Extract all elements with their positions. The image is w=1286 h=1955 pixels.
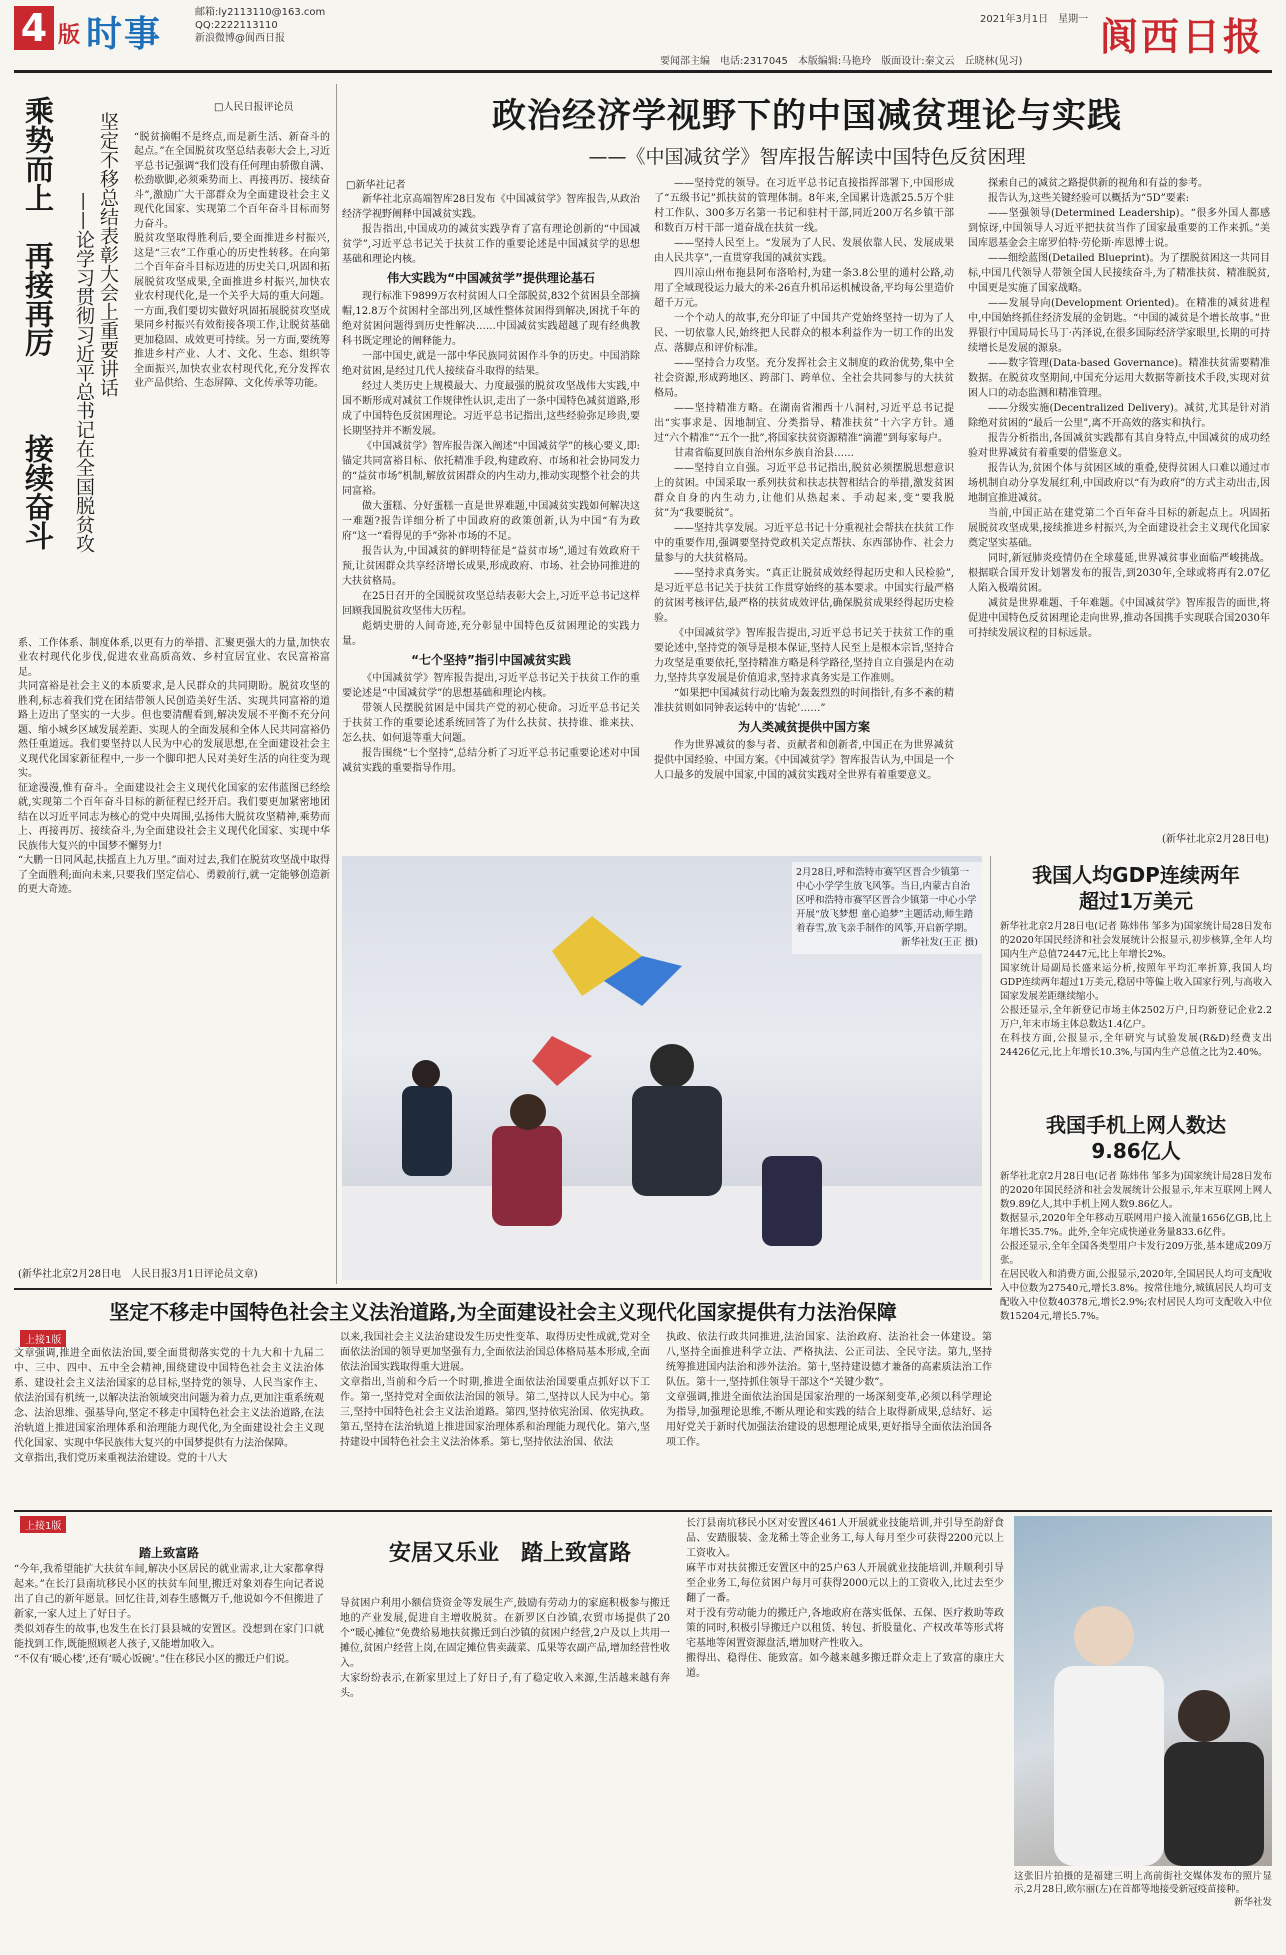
- paragraph: 《中国减贫学》智库报告提出,习近平总书记关于扶贫工作的重要论述中,坚持党的领导是根本保证,坚持人民至上是根本宗旨,坚持合力攻坚是重要依托,坚持精准方略是科学路径,坚持自立自强是内在动力,坚持共享发展是价值追求,坚持求真务实是工作准则。: [654, 628, 954, 684]
- paragraph: ——数字管理(Data-based Governance)。精准扶贫需要精准数据。在脱贫攻坚期间,中国充分运用大数据等新技术手段,实现对贫困人口的动态监测和精准管理。: [968, 358, 1270, 399]
- main-col-1: [342, 192, 640, 842]
- paragraph: 现行标准下9899万农村贫困人口全部脱贫,832个贫困县全部摘帽,12.8万个贫困村全部出列,区域性整体贫困得到解决,困扰千年的绝对贫困问题得到历史性解决……中国减贫实践超越了现有经典教科书既定理论的阐释能力。: [342, 291, 640, 347]
- page-number: 4: [20, 6, 48, 50]
- commentary-subtitle-1: 坚定不移总结表彰大会上重要讲话: [97, 112, 119, 397]
- paragraph: 作为世界减贫的参与者、贡献者和创新者,中国正在为世界减贫提供中国经验、中国方案。《中国减贫学》智库报告认为,中国是一个人口最多的发展中国家,中国的减贫实践对全世界有着重要意义。: [654, 740, 954, 781]
- side-news-2-title: 我国手机上网人数达9.86亿人: [1046, 1113, 1226, 1163]
- rule-law-body: [14, 1330, 992, 1505]
- masthead: [0, 0, 1286, 78]
- left-divider: [336, 84, 337, 1284]
- title-line-1: 乘势而上 再接再厉: [21, 96, 55, 357]
- section-subhead: “七个坚持”指引中国减贫实践: [411, 653, 571, 667]
- main-byline: □新华社记者: [346, 180, 406, 191]
- bottom-top-rule: [14, 1510, 1272, 1512]
- bottom-title: 安居又乐业 踏上致富路: [388, 1541, 631, 1566]
- paragraph: ——坚持自立自强。习近平总书记指出,脱贫必须摆脱思想意识上的贫困。中国采取一系列扶贫和扶志扶智相结合的举措,激发贫困群众自身的内生动力,让他们从热起来、手动起来,变“要我脱贫”为“我要脱贫”。: [654, 463, 954, 519]
- main-article: [342, 80, 1272, 980]
- paragraph: 《中国减贫学》智库报告深入阐述“中国减贫学”的核心要义,即:锚定共同富裕目标、依托精准手段,构建政府、市场和社会协同发力的“益贫市场”机制,解放贫困群众的内生动力,推动实现整个社会的共同富裕。: [342, 441, 640, 497]
- paragraph: ——发展导向(Development Oriented)。在精准的减贫进程中,中国始终抓住经济发展的金钥匙。“中国的减贫是个增长故事。”世界银行中国局局长马丁·芮泽说,在很多国际经济学家眼里,长期的可持续增长是发展的源泉。: [968, 298, 1270, 354]
- side-news-2: [1000, 1108, 1272, 1508]
- paragraph: 报告认为,这些关键经验可以概括为“5D”要素:: [988, 193, 1190, 204]
- paragraph: 四川凉山州布拖县阿布洛哈村,为建一条3.8公里的通村公路,动用了全域现役运力最大的米-26直升机吊运机械设备,平均每公里造价超千万元。: [654, 268, 954, 309]
- paragraph: 报告围绕“七个坚持”,总结分析了习近平总书记重要论述对中国减贫实践的重要指导作用。: [342, 748, 640, 774]
- paragraph: 报告指出,中国成功的减贫实践孕育了富有理论创新的“中国减贫学”,习近平总书记关于扶贫工作的重要论述是中国减贫学的思想基础和理论内核。: [342, 224, 640, 265]
- commentary-col-full: [18, 622, 330, 1262]
- paragraph: 《中国减贫学》智库报告提出,习近平总书记关于扶贫工作的重要论述是“中国减贫学”的思想基础和理论内核。: [342, 673, 640, 699]
- main-col-3: [968, 176, 1270, 826]
- paper-name-logo: 阆西日报: [1100, 14, 1265, 59]
- side-news-1-body: 新华社北京2月28日电(记者 陈炜伟 邹多为)国家统计局28日发布的2020年国民经济和社会发展统计公报显示,初步核算,全年人均国内生产总值72447元,比上年增长2%。 国家统计局副局长盛来运分析,按照年平均汇率折算,我国人均GDP连续两年超过1万美元,稳居中等偏上收入国家行列,与高收入国家发展差距继续缩小。 公报还显示,全年新登记市场主体2502万户,日均新登记企业2.2万户,年末市场主体总数达1.4亿户。 在科技方面,公报显示,全年研究与试验发展(R&D)经费支出24426亿元,比上年增长10.3%,与国内生产总值之比为2.40%。: [1000, 921, 1272, 1058]
- vaccine-photo-credit: 新华社发: [1233, 1897, 1272, 1908]
- rule-law-badge: 上接1版: [20, 1330, 66, 1347]
- rule-law-col-1: 文章强调,推进全面依法治国,要全面贯彻落实党的十九大和十九届二中、三中、四中、五中全会精神,围绕建设中国特色社会主义法治体系、建设社会主义法治国家的总目标,坚持党的领导、人民当家作主、依法治国有机统一,以解决法治领域突出问题为着力点,更加注重系统观念、法治思维、强基导向,坚定不移走中国特色社会主义法治道路,在法治轨道上推进国家治理体系和治理能力现代化,为全面建设社会主义现代化国家、实现中华民族伟大复兴的中国梦提供有力法治保障。 文章指出,我们党历来重视法治建设。党的十八大: [14, 1348, 324, 1464]
- rule-law-top-rule: [14, 1288, 992, 1290]
- paragraph: 探索自己的减贫之路提供新的视角和有益的参考。: [988, 178, 1208, 189]
- main-title: 政治经济学视野下的中国减贫理论与实践: [492, 96, 1122, 136]
- paragraph: 报告认为,贫困个体与贫困区域的重叠,使得贫困人口难以通过市场机制自动分享发展红利,中国政府以“有为政府”的方式主动出击,因地制宜推进减贫。: [968, 463, 1270, 504]
- page-number-box: [14, 6, 54, 50]
- side-divider: [990, 856, 991, 1286]
- section-subhead: 伟大实践为“中国减贫学”提供理论基石: [387, 271, 595, 285]
- photo-credit: 新华社发(王正 摄): [901, 937, 978, 948]
- rule-law-col-3: 执政、依法行政共同推进,法治国家、法治政府、法治社会一体建设。第八,坚持全面推进科学立法、严格执法、公正司法、全民守法。第九,坚持统筹推进国内法治和涉外法治。第十,坚持建设德才兼备的高素质法治工作队伍。第十一,坚持抓住领导干部这个“关键少数”。 文章强调,推进全面依法治国是国家治理的一场深刻变革,必须以科学理论为指导,加强理论思维,不断从理论和实践的结合上取得新成果,总结好、运用好党关于新时代加强法治建设的思想理论成果,更好指导全面依法治国各项工作。: [666, 1332, 992, 1448]
- commentary-col-full-text: 系、工作体系、制度体系,以更有力的举措、汇聚更强大的力量,加快农业农村现代化步伐,促进农业高质高效、乡村宜居宜业、农民富裕富足。 共同富裕是社会主义的本质要求,是人民群众的共同期盼。脱贫攻坚的胜利,标志着我们党在团结带领人民创造美好生活、实现共同富裕的道路上迈出了坚实的一大步。但也要清醒看到,解决发展不平衡不充分问题、缩小城乡区域发展差距、实现人的全面发展和全体人民共同富裕仍然任重道远。我们要坚持以人民为中心的发展思想,在全面建设社会主义现代化国家新征程中,一步一个脚印把人民对美好生活的向往变为现实。 征途漫漫,惟有奋斗。全面建设社会主义现代化国家的宏伟蓝图已经绘就,实现第二个百年奋斗目标的新征程已经开启。我们要更加紧密地团结在以习近平同志为核心的党中央周围,弘扬伟大脱贫攻坚精神,乘势而上、再接再厉、接续奋斗,为全面建设社会主义现代化国家、实现中华民族伟大复兴的中国梦不懈努力! “大鹏一日同风起,扶摇直上九万里。”面对过去,我们在脱贫攻坚战中取得了全面胜利;面向未来,只要我们坚定信心、勇毅前行,就一定能够创造新的更大奇迹。: [18, 637, 330, 895]
- bottom-col-title: 踏上致富路: [138, 1546, 199, 1560]
- paragraph: ——坚持人民至上。“发展为了人民、发展依靠人民、发展成果由人民共享”,一直贯穿我国的减贫实践。: [654, 238, 954, 264]
- paragraph: 减贫是世界难题、千年难题。《中国减贫学》智库报告的面世,将促进中国特色反贫困理论走向世界,推动各国携手实现联合国2030年可持续发展议程的目标远景。: [968, 598, 1270, 639]
- kite-photo: [342, 856, 982, 1280]
- kite-shape-3: [532, 1036, 592, 1086]
- paragraph: ——坚持共享发展。习近平总书记十分重视社会帮扶在扶贫工作中的重要作用,强调要坚持党政机关定点帮扶、东西部协作、社会力量参与的大扶贫格局。: [654, 523, 954, 564]
- bottom-col-1: “今年,我希望能扩大扶贫车间,解决小区居民的就业需求,让大家都拿得起来。”在长汀县南坑移民小区的扶贫车间里,搬迁对象刘春生向记者说出了自己的新年愿景。回忆往昔,刘春生感慨万千,他说如今不但搬进了新家,一家人过上了好日子。 类似刘春生的故事,也发生在长汀县县城的安置区。没想到在家门口就能找到工作,既能照顾老人孩子,又能增加收入。 “不仅有‘暖心楼’,还有‘暖心饭碗’。”住在移民小区的搬迁户们说。: [14, 1564, 324, 1665]
- paragraph: 彪炳史册的人间奇迹,充分彰显中国特色反贫困理论的实践力量。: [342, 621, 640, 647]
- section-title: 时事: [86, 14, 163, 55]
- photo-caption: [792, 862, 982, 954]
- masthead-rule: [14, 70, 1272, 73]
- vaccine-photo-illustration: [1014, 1516, 1272, 1866]
- paragraph: ——坚持党的领导。在习近平总书记直接指挥部署下,中国形成了“五级书记”抓扶贫的管理体制。8年来,全国累计选派25.5万个驻村工作队、300多万名第一书记和驻村干部,同近200万名乡镇干部和数百万村干部一道奋战在扶贫一线。: [654, 178, 954, 234]
- commentary-col-a-text: “脱贫摘帽不是终点,而是新生活、新奋斗的起点。”在全国脱贫攻坚总结表彰大会上,习近平总书记强调“我们没有任何理由骄傲自满、松劲歇脚,必须乘势而上、再接再厉、接续奋斗”,激励广大干部群众为全面建设社会主义现代化国家、实现第二个百年奋斗目标而努力奋斗。 脱贫攻坚取得胜利后,要全面推进乡村振兴,这是“三农”工作重心的历史性转移。在向第二个百年奋斗目标迈进的历史关口,巩固和拓展脱贫攻坚成果,全面推进乡村振兴,加快农业农村现代化,是一个关乎大局的重大问题。一方面,我们要切实做好巩固拓展脱贫攻坚成果同乡村振兴有效衔接各项工作,让脱贫基础更加稳固、成效更可持续。另一方面,要统筹推进乡村产业、人才、文化、生态、组织等全面振兴,加快农业农村现代化,充分发挥农业产品供给、生态屏障、文化传承等功能。: [134, 131, 330, 389]
- commentary-subtitle-2: ——论学习贯彻习近平总书记在全国脱贫攻: [73, 192, 95, 553]
- rule-law-title: 坚定不移走中国特色社会主义法治道路,为全面建设社会主义现代化国家提供有力法治保障: [109, 1300, 897, 1324]
- side-news-2-body: 新华社北京2月28日电(记者 陈炜伟 邹多为)国家统计局28日发布的2020年国民经济和社会发展统计公报显示,年末互联网上网人数9.89亿人,其中手机上网人数9.86亿人。 数据显示,2020年全年移动互联网用户接入流量1656亿GB,比上年增长35.7%。此外,全年完成快递业务量833.6亿件。 公报还显示,全年全国各类型用户卡发行209万张,基本建成209万张。 在居民收入和消费方面,公报显示,2020年,全国居民人均可支配收入中位数为27540元,增长3.8%。按常住地分,城镇居民人均可支配收入中位数40378元,增长2.9%;农村居民人均可支配收入中位数15204元,增长5.7%。: [1000, 1171, 1272, 1322]
- paragraph: 甘肃省临夏回族自治州东乡族自治县……: [674, 448, 854, 459]
- paragraph: 带领人民摆脱贫困是中国共产党的初心使命。习近平总书记关于扶贫工作的重要论述系统回答了为什么扶贫、扶持谁、谁来扶、怎么扶、如何退等重大问题。: [342, 703, 640, 744]
- paragraph: ——坚持合力攻坚。充分发挥社会主义制度的政治优势,集中全社会资源,形成跨地区、跨部门、跨单位、全社会共同参与的大扶贫格局。: [654, 358, 954, 399]
- side-news-1: [1000, 856, 1272, 1106]
- left-commentary: [14, 82, 332, 1292]
- paragraph: 报告分析指出,各国减贫实践都有其自身特点,中国减贫的成功经验对世界减贫有着重要的借鉴意义。: [968, 433, 1270, 459]
- photo-caption-text: 2月28日,呼和浩特市赛罕区晋合少镇第一中心小学学生放飞风筝。当日,内蒙古自治区呼和浩特市赛罕区晋合少镇第一中心小学开展“放飞梦想 童心追梦”主题活动,师生踏着春雪,放飞亲手制作的风筝,开启新学期。: [796, 867, 977, 934]
- paragraph: ——细绘蓝图(Detailed Blueprint)。为了摆脱贫困这一共同目标,中国几代领导人带领全国人民接续奋斗,为了精准扶贫、精准脱贫,中国更是实施了国家战略。: [968, 253, 1270, 294]
- contact-weibo: 新浪微博@阆西日报: [195, 33, 285, 44]
- rule-law-col-2: 以来,我国社会主义法治建设发生历史性变革、取得历史性成就,党对全面依法治国的领导更加坚强有力,全面依法治国总体格局基本形成,全面依法治国实践取得重大进展。 文章指出,当前和今后一个时期,推进全面依法治国要重点抓好以下工作。第一,坚持党对全面依法治国的领导。第二,坚持以人民为中心。第三,坚持中国特色社会主义法治道路。第四,坚持依宪治国、依宪执政。第五,坚持在法治轨道上推进国家治理体系和治理能力现代化。第六,坚持建设中国特色社会主义法治体系。第七,坚持依法治国、依法: [340, 1332, 650, 1448]
- bottom-col-2: 导贫困户利用小额信贷资金等发展生产,鼓励有劳动力的家庭积极参与搬迁地的产业发展,促进自主增收脱贫。在新罗区白沙镇,农贸市场提供了20个“暖心摊位”免费给易地扶贫搬迁到白沙镇的贫困户经营,2户及以上共用一摊位,贫困户经营上岗,在固定摊位售卖蔬菜、瓜果等农副产品,增加经营性收入。 大家纷纷表示,在新家里过上了好日子,有了稳定收入来源,生活越来越有奔头。: [340, 1598, 670, 1699]
- vaccine-photo-caption: [1014, 1870, 1272, 1940]
- section-subhead: 为人类减贫提供中国方案: [737, 720, 870, 734]
- commentary-footer: (新华社北京2月28日电 人民日报3月1日评论员文章): [18, 1269, 258, 1280]
- main-subtitle: ——《中国减贫学》智库报告解读中国特色反贫困理: [588, 146, 1026, 168]
- editor-line: 要闻部主编 电话:2317045 本版编辑:马艳玲 版面设计:秦文云 丘晓林(见习): [660, 56, 1023, 67]
- paragraph: 做大蛋糕、分好蛋糕一直是世界难题,中国减贫实践如何解决这一难题?报告详细分析了中国政府的政策创新,认为中国“有为政府”这一“看得见的手”弥补市场的不足。: [342, 501, 640, 542]
- paragraph: ——坚持精准方略。在湖南省湘西十八洞村,习近平总书记提出“实事求是、因地制宜、分类指导、精准扶贫”十六字方针。通过“六个精准”“五个一批”,将国家扶贫资源精准“滴灌”到每家每户。: [654, 403, 954, 444]
- paragraph: ——分级实施(Decentralized Delivery)。减贫,尤其是针对消除绝对贫困的“最后一公里”,离不开高效的落实和执行。: [968, 403, 1270, 429]
- paragraph: 一部中国史,就是一部中华民族同贫困作斗争的历史。中国消除绝对贫困,是经过几代人接续奋斗取得的结果。: [342, 351, 640, 377]
- commentary-source: □人民日报评论员: [214, 102, 294, 113]
- bottom-col-3: 长汀县南坑移民小区对安置区461人开展就业技能培训,并引导至韵舒食品、安踏服装、金龙稀土等企业务工,每人每月至少可获得2200元以上工资收入。 麻芊市对扶贫搬迁安置区中的25户63人开展就业技能培训,并顺利引导至企业务工,每位贫困户每月可获得2000元以上的工资收入,比过去至少翻了一番。 对于没有劳动能力的搬迁户,各地政府在落实低保、五保、医疗救助等政策的同时,积极引导搬迁户以租赁、转包、折股量化、产权改革等形式将宅基地等闲置资源盘活,增加财产性收入。 搬得出、稳得住、能致富。如今越来越多搬迁群众走上了致富的康庄大道。: [686, 1518, 1004, 1679]
- paragraph: 在25日召开的全国脱贫攻坚总结表彰大会上,习近平总书记这样回顾我国脱贫攻坚伟大历程。: [342, 591, 640, 617]
- issue-date: 2021年3月1日 星期一: [980, 14, 1089, 25]
- paragraph: 新华社北京高端智库28日发布《中国减贫学》智库报告,从政治经济学视野阐释中国减贫实践。: [342, 194, 640, 220]
- main-footer: (新华社北京2月28日电): [1162, 834, 1269, 845]
- paragraph: 经过人类历史上规模最大、力度最强的脱贫攻坚战伟大实践,中国不断形成对减贫工作规律性认识,走出了一条中国特色减贫道路,形成了中国特色反贫困理论。习近平总书记指出,这些经验弥足珍贵,要长期坚持并不断发展。: [342, 381, 640, 437]
- page-suffix: 版: [58, 23, 81, 48]
- main-col-2: [654, 176, 954, 842]
- vaccine-caption-text: 这张旧片拍摄的是福建三明上高前街社交媒体发布的照片显示,2月28日,欧尔丽(左)在首都等地接受新冠疫苗接种。: [1014, 1871, 1272, 1895]
- paragraph: “如果把中国减贫行动比喻为轰轰烈烈的时间指针,有多不紊的精准扶贫则如同钟表运转中的‘齿轮’……”: [654, 688, 954, 714]
- commentary-title-line2: 接续奋斗: [21, 434, 55, 550]
- contact-email: 邮箱:ly2113110@163.com: [195, 7, 326, 18]
- paragraph: ——坚强领导(Determined Leadership)。“很多外国人都感到惊讶,中国领导人习近平把扶贫当作了国家最重要的工作来抓。”美国库恩基金会主席罗伯特·劳伦斯·库恩博士说。: [968, 208, 1270, 249]
- contact-qq: QQ:2222113110: [195, 20, 278, 31]
- contact-block: [195, 6, 325, 45]
- vaccine-photo: [1014, 1516, 1272, 1866]
- commentary-title-main: [20, 96, 54, 357]
- paragraph: ——坚持求真务实。“真正让脱贫成效经得起历史和人民检验”,是习近平总书记关于扶贫工作贯穿始终的基本要求。中国实行最严格的贫困考核评估,最严格的扶贫成效评估,确保脱贫成果经得起历史检验。: [654, 568, 954, 624]
- commentary-col-a: [134, 116, 330, 616]
- paragraph: 一个个动人的故事,充分印证了中国共产党始终坚持一切为了人民、一切依靠人民,始终把人民群众的根本利益作为一切工作的出发点、落脚点和评价标准。: [654, 313, 954, 354]
- side-news-1-title: 我国人均GDP连续两年超过1万美元: [1032, 863, 1240, 913]
- bottom-article: [14, 1516, 1272, 1946]
- paragraph: 同时,新冠肺炎疫情仍在全球蔓延,世界减贫事业面临严峻挑战。根据联合国开发计划署发布的报告,到2030年,全球或将再有2.07亿人陷入极端贫困。: [968, 553, 1270, 594]
- paragraph: 报告认为,中国减贫的鲜明特征是“益贫市场”,通过有效政府干预,让贫困群众共享经济增长成果,形成政府、市场、社会协同推进的大扶贫格局。: [342, 546, 640, 587]
- bottom-badge: 上接1版: [20, 1516, 66, 1533]
- paragraph: 当前,中国正站在建党第二个百年奋斗目标的新起点上。巩固拓展脱贫攻坚成果,接续推进乡村振兴,为全面建设社会主义现代化国家奠定坚实基础。: [968, 508, 1270, 549]
